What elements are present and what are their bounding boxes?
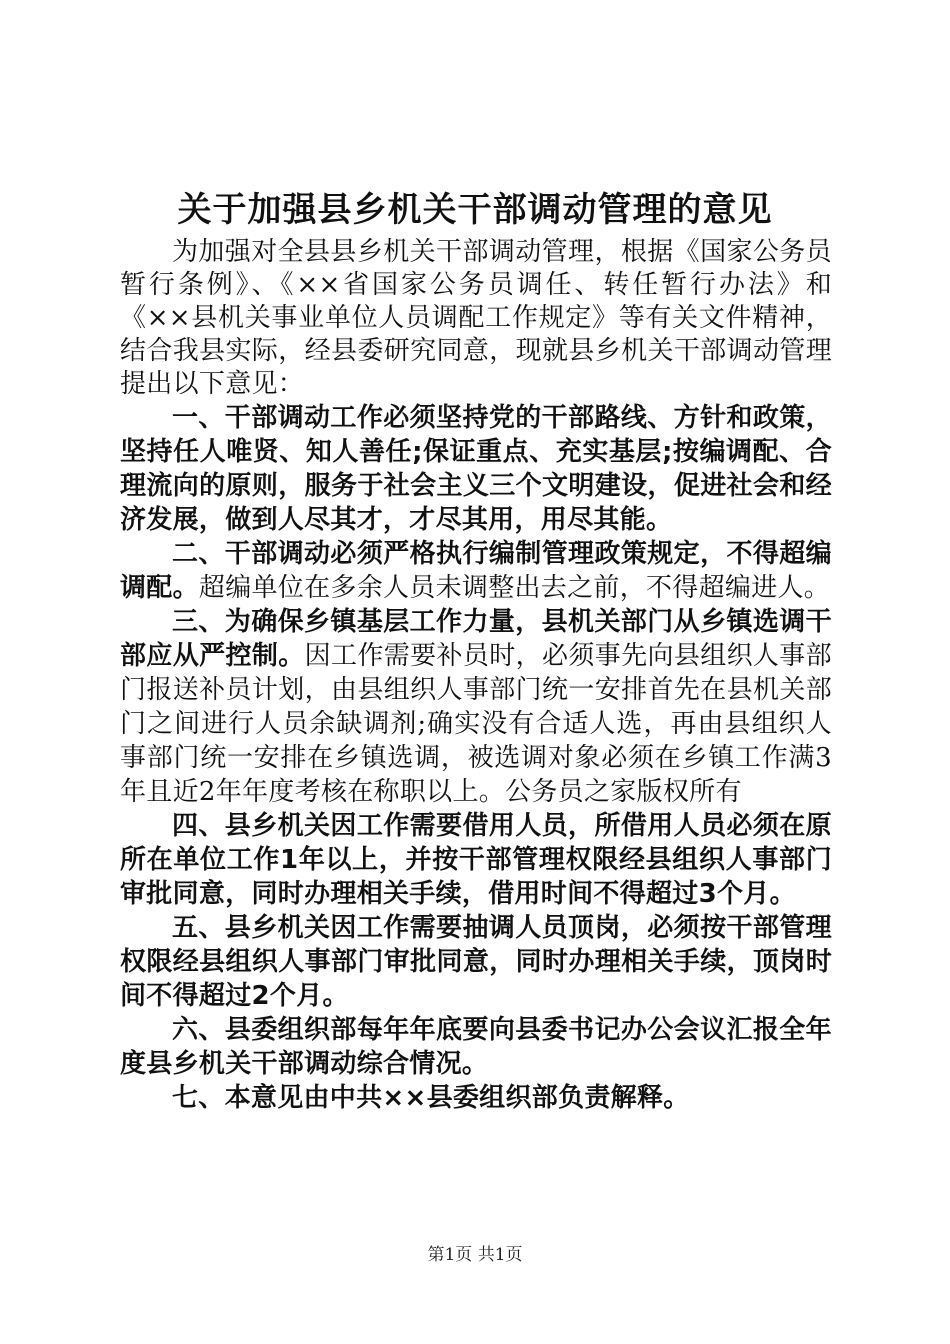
item-paragraph-6: [120, 1013, 832, 1081]
item-2-lead: 二、干部调动必须严格执行编制管理政策规定，不得超编调配。: [120, 539, 832, 603]
item-paragraph-7: [120, 1081, 832, 1115]
item-4-lead: 四、县乡机关因工作需要借用人员，所借用人员必须在原所在单位工作1年以上，并按干部管理权限经县组织人事部门审批同意，同时办理相关手续，借用时间不得超过3个月。: [120, 811, 832, 909]
document-body: [120, 236, 832, 1115]
item-6-lead: 六、县委组织部每年年底要向县委书记办公会议汇报全年度县乡机关干部调动综合情况。: [120, 1015, 832, 1079]
page-number-footer: 第1页 共1页: [427, 1245, 523, 1265]
item-3-rest: 因工作需要补员时，必须事先向县组织人事部门报送补员计划，由县组织人事部门统一安排首先在县机关部门之间进行人员余缺调剂;确实没有合适人选，再由县组织人事部门统一安排在乡镇选调，被选调对象必须在乡镇工作满3年且近2年年度考核在称职以上。公务员之家版权所有: [120, 641, 832, 807]
item-paragraph-3: [120, 605, 832, 809]
document-title: 关于加强县乡机关干部调动管理的意见: [177, 190, 773, 230]
item-2-rest: 超编单位在多余人员未调整出去之前，不得超编进人。: [198, 573, 831, 603]
item-paragraph-4: [120, 809, 832, 911]
intro-paragraph: 为加强对全县县乡机关干部调动管理，根据《国家公务员暂行条例》、《××省国家公务员调任、转任暂行办法》和《××县机关事业单位人员调配工作规定》等有关文件精神，结合我县实际，经县委研究同意，现就县乡机关干部调动管理提出以下意见：: [120, 237, 832, 399]
item-paragraph-5: [120, 911, 832, 1013]
item-1-lead: 一、干部调动工作必须坚持党的干部路线、方针和政策，坚持任人唯贤、知人善任;保证重点、充实基层;按编调配、合理流向的原则，服务于社会主义三个文明建设，促进社会和经济发展，做到人尽其才，才尽其用，用尽其能。: [120, 403, 832, 535]
item-paragraph-2: [120, 537, 832, 605]
item-3-lead: 三、为确保乡镇基层工作力量，县机关部门从乡镇选调干部应从严控制。: [120, 607, 832, 671]
item-paragraph-1: [120, 401, 832, 537]
item-5-lead: 五、县乡机关因工作需要抽调人员顶岗，必须按干部管理权限经县组织人事部门审批同意，同时办理相关手续，顶岗时间不得超过2个月。: [120, 913, 832, 1011]
item-7-lead: 七、本意见由中共××县委组织部负责解释。: [172, 1083, 690, 1113]
